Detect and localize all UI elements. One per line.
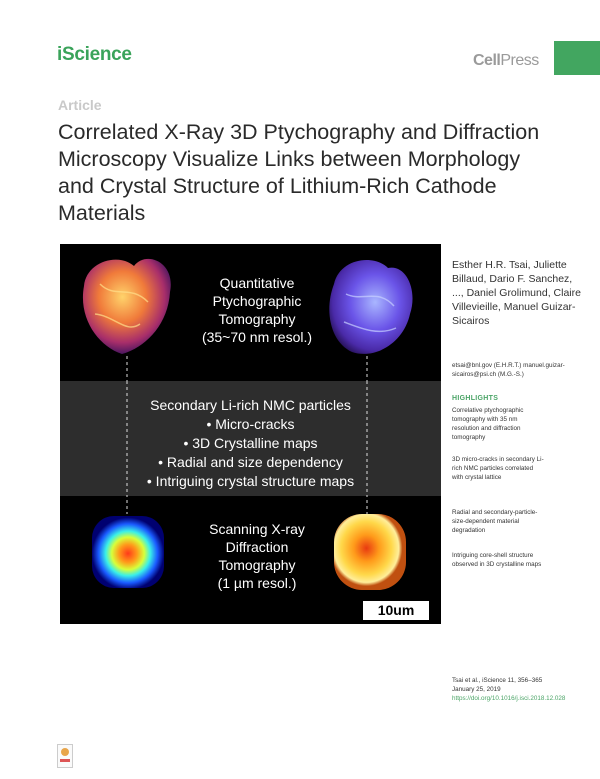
- publisher-logo-light: Press: [500, 52, 539, 69]
- publication-date: January 25, 2019: [452, 686, 501, 693]
- citation-block: [452, 676, 566, 703]
- caption-line: • 3D Crystalline maps: [183, 435, 318, 451]
- sxdt-particle-left: [92, 516, 164, 588]
- journal-name: iScience: [57, 44, 132, 65]
- figure-middle-caption: [80, 396, 421, 491]
- highlight-item: Intriguing core-shell structure observed in 3D crystalline maps: [452, 552, 542, 568]
- caption-line: (35~70 nm resol.): [201, 329, 313, 345]
- correspondence-emails[interactable]: etsai@bnl.gov (E.H.R.T.) manuel.guizar-sicairos@psi.ch (M.G.-S.): [452, 362, 565, 378]
- ptycho-particle-left: [83, 259, 171, 354]
- caption-line: • Micro-cracks: [206, 416, 295, 432]
- caption-line: Tomography: [218, 557, 296, 573]
- figure-bottom-caption: [182, 520, 332, 592]
- publisher-logo-bold: Cell: [473, 52, 501, 69]
- publisher-logo: [473, 52, 539, 70]
- citation-text: Tsai et al., iScience 11, 356–365: [452, 677, 543, 684]
- caption-line: Ptychographic: [212, 293, 302, 309]
- highlights-heading: HIGHLIGHTS: [452, 395, 499, 402]
- scale-bar: 10um: [363, 601, 429, 620]
- caption-line: • Radial and size dependency: [158, 454, 343, 470]
- highlight-item: Radial and secondary-particle-size-dependent material degradation: [452, 509, 538, 534]
- highlight-item: Correlative ptychographic tomography with 35 nm resolution and diffraction tomography: [452, 407, 524, 441]
- doi-link[interactable]: https://doi.org/10.1016/j.isci.2018.12.028: [452, 695, 566, 702]
- sxdt-particle-right: [334, 514, 406, 590]
- caption-line: Quantitative: [219, 275, 295, 291]
- caption-line: Scanning X-ray: [209, 521, 305, 537]
- figure-top-caption: [172, 274, 342, 346]
- highlight-item: 3D micro-cracks in secondary Li-rich NMC particles correlated with crystal lattice: [452, 456, 544, 481]
- accent-corner-block: [554, 41, 600, 75]
- caption-line: Secondary Li-rich NMC particles: [150, 397, 351, 413]
- article-title: Correlated X-Ray 3D Ptychography and Diffraction Microscopy Visualize Links between Morphology and Crystal Structure of Lithium-Rich Cathode Materials: [58, 120, 540, 225]
- article-type-label: Article: [58, 97, 102, 113]
- caption-line: Tomography: [218, 311, 296, 327]
- caption-line: (1 µm resol.): [217, 575, 297, 591]
- caption-line: • Intriguing crystal structure maps: [146, 473, 355, 489]
- check-for-updates-icon[interactable]: [57, 744, 73, 768]
- author-list: Esther H.R. Tsai, Juliette Billaud, Dario F. Sanchez, ..., Daniel Grolimund, Claire Villevieille, Manuel Guizar-Sicairos: [452, 259, 581, 327]
- caption-line: Diffraction: [225, 539, 289, 555]
- graphical-abstract: [60, 244, 441, 624]
